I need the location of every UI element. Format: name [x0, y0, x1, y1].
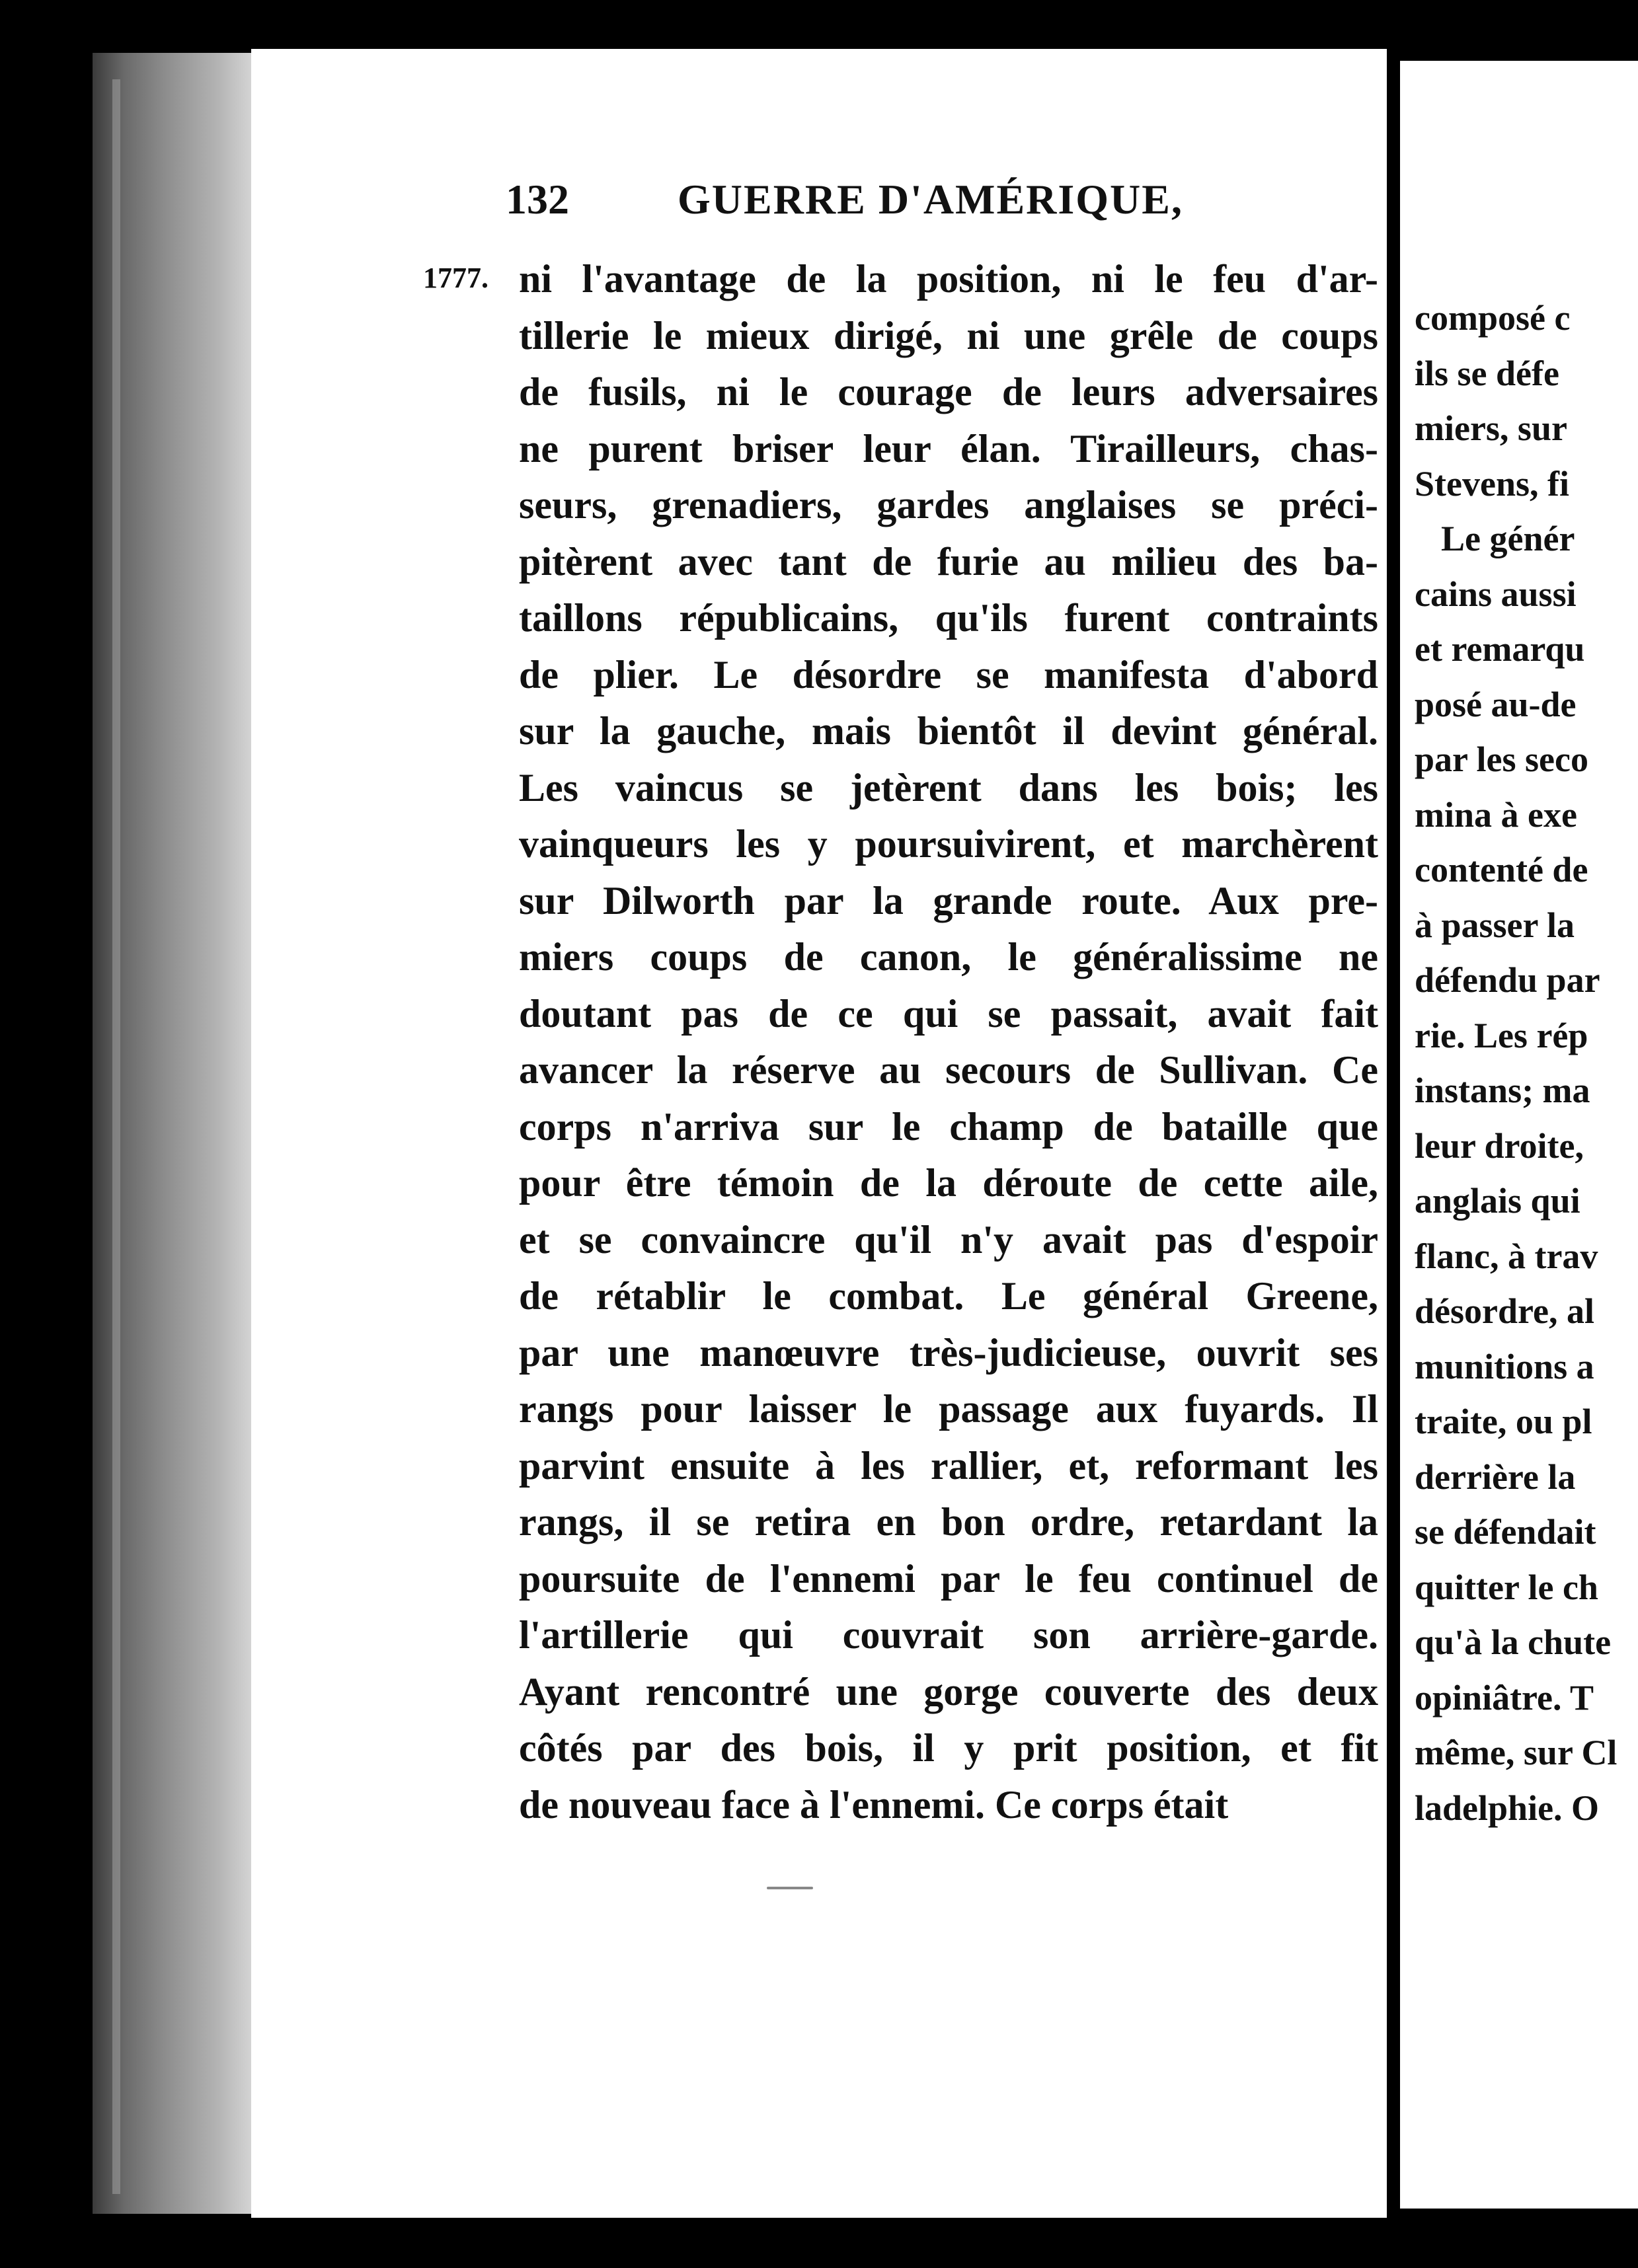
text-line: rangs, il se retira en bon ordre, retardant la: [519, 1500, 1378, 1544]
text-line: contenté de: [1415, 850, 1588, 889]
text-line: défendu par: [1415, 960, 1600, 1000]
text-line: doutant pas de ce qui se passait, avait fait: [519, 991, 1378, 1036]
right-page-text: [1415, 291, 1638, 1836]
text-line: opiniâtre. T: [1415, 1677, 1594, 1718]
text-line: miers coups de canon, le généralissime ne: [519, 935, 1378, 979]
text-line: parvint ensuite à les rallier, et, reformant les: [519, 1443, 1378, 1488]
text-line: et se convaincre qu'il n'y avait pas d'espoir: [519, 1217, 1378, 1262]
text-line: corps n'arriva sur le champ de bataille que: [519, 1104, 1378, 1149]
text-line: par les seco: [1415, 739, 1588, 779]
ink-smudge: [767, 1887, 813, 1889]
text-line: seurs, grenadiers, gardes anglaises se préci-: [519, 483, 1378, 527]
year-margin-note: 1777.: [423, 262, 488, 294]
text-line: pitèrent avec tant de furie au milieu des ba-: [519, 539, 1378, 584]
text-line: rangs pour laisser le passage aux fuyards. Il: [519, 1387, 1378, 1431]
text-line: derrière la: [1415, 1456, 1576, 1497]
text-line: de rétablir le combat. Le général Greene,: [519, 1274, 1378, 1318]
text-line: et remarqu: [1415, 629, 1585, 669]
text-line: sur Dilworth par la grande route. Aux pre-: [519, 878, 1378, 923]
text-line: poursuite de l'ennemi par le feu continuel de: [519, 1556, 1378, 1601]
text-line: composé c: [1415, 298, 1571, 338]
text-line: se défendait: [1415, 1512, 1596, 1552]
text-line: Ayant rencontré une gorge couverte des deux: [519, 1669, 1378, 1714]
text-line: ni l'avantage de la position, ni le feu d'ar-: [519, 257, 1378, 301]
text-line: sur la gauche, mais bientôt il devint général.: [519, 709, 1378, 753]
text-line: l'artillerie qui couvrait son arrière-garde.: [519, 1613, 1378, 1657]
text-line: miers, sur: [1415, 408, 1567, 448]
text-line: ils se défe: [1415, 353, 1559, 393]
text-line: désordre, al: [1415, 1291, 1594, 1331]
text-line: vainqueurs les y poursuivirent, et marchèrent: [519, 822, 1378, 866]
text-line: Le génér: [1441, 519, 1575, 558]
text-line: Les vaincus se jetèrent dans les bois; les: [519, 765, 1378, 810]
text-line: flanc, à trav: [1415, 1236, 1598, 1276]
text-line: quitter le ch: [1415, 1567, 1598, 1607]
text-line: taillons républicains, qu'ils furent contraints: [519, 596, 1378, 640]
text-line: leur droite,: [1415, 1125, 1584, 1166]
text-line: rie. Les rép: [1415, 1015, 1588, 1055]
text-line: par une manœuvre très-judicieuse, ouvrit ses: [519, 1330, 1378, 1375]
text-line: qu'à la chute: [1415, 1622, 1612, 1662]
text-line: de fusils, ni le courage de leurs adversaires: [519, 370, 1378, 414]
left-page-text: [519, 251, 1378, 1833]
text-line: posé au-de: [1415, 684, 1577, 724]
text-line: côtés par des bois, il y prit position, et fit: [519, 1726, 1378, 1770]
text-line: même, sur Cl: [1415, 1733, 1618, 1772]
page-number: 132: [506, 176, 569, 223]
text-line: cains aussi: [1415, 574, 1577, 614]
text-line: traite, ou pl: [1415, 1402, 1592, 1441]
running-head: [506, 175, 1365, 235]
text-line: de plier. Le désordre se manifesta d'abord: [519, 652, 1378, 697]
text-line: munitions a: [1415, 1346, 1594, 1386]
text-line: mina à exe: [1415, 794, 1577, 835]
text-line: avancer la réserve au secours de Sullivan. Ce: [519, 1048, 1378, 1092]
text-line: à passer la: [1415, 905, 1575, 945]
text-line: de nouveau face à l'ennemi. Ce corps était: [519, 1782, 1229, 1827]
text-line: ladelphie. O: [1415, 1788, 1600, 1828]
text-line: anglais qui: [1415, 1181, 1580, 1221]
spine-shadow: [112, 79, 120, 2194]
text-line: Stevens, fi: [1415, 463, 1569, 504]
text-line: tillerie le mieux dirigé, ni une grêle de coups: [519, 313, 1378, 358]
text-line: ne purent briser leur élan. Tirailleurs, chas-: [519, 426, 1378, 471]
text-line: instans; ma: [1415, 1071, 1590, 1110]
header-title: GUERRE D'AMÉRIQUE,: [678, 176, 1183, 223]
page-gutter: [1387, 40, 1400, 2220]
text-line: pour être témoin de la déroute de cette aile,: [519, 1161, 1378, 1205]
